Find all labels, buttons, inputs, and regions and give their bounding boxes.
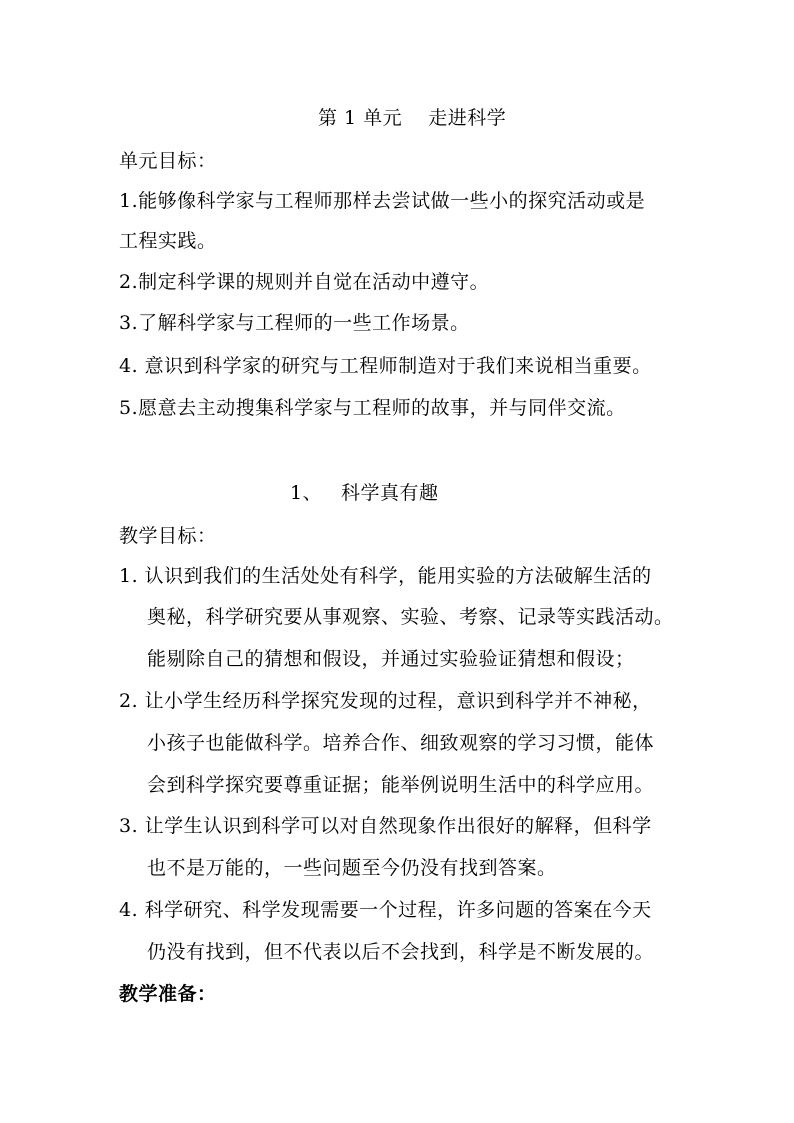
lesson-title: 科学真有趣 xyxy=(341,482,439,504)
unit-objective-1-line-2: 工程实践。 xyxy=(119,230,217,252)
unit-objective-5: 5.愿意去主动搜集科学家与工程师的故事，并与同伴交流。 xyxy=(119,397,626,419)
lesson-goal-4-line-2: 仍没有找到，但不代表以后不会找到，科学是不断发展的。 xyxy=(147,941,655,963)
lesson-goal-1-line-2: 奥秘，科学研究要从事观察、实验、考察、记录等实践活动。 xyxy=(147,606,674,628)
unit-objective-1-line-1: 1.能够像科学家与工程师那样去尝试做一些小的探究活动或是 xyxy=(119,190,646,212)
lesson-goal-1-line-1: 1. 认识到我们的生活处处有科学，能用实验的方法破解生活的 xyxy=(119,565,652,587)
lesson-goal-1-line-3: 能剔除自己的猜想和假设，并通过实验验证猜想和假设； xyxy=(147,648,635,670)
lesson-preparation-heading: 教学准备： xyxy=(119,983,217,1005)
unit-objective-4: 4. 意识到科学家的研究与工程师制造对于我们来说相当重要。 xyxy=(119,355,652,377)
lesson-goal-2-line-2: 小孩子也能做科学。培养合作、细致观察的学习习惯，能体 xyxy=(147,732,655,754)
lesson-number: 1、 xyxy=(290,482,323,504)
lesson-goal-3-line-2: 也不是万能的，一些问题至今仍没有找到答案。 xyxy=(147,857,557,879)
lesson-goal-4-line-1: 4. 科学研究、科学发现需要一个过程，许多问题的答案在今天 xyxy=(119,899,652,921)
unit-objective-2: 2.制定科学课的规则并自觉在活动中遵守。 xyxy=(119,271,490,293)
lesson-goal-2-line-1: 2. 让小学生经历科学探究发现的过程，意识到科学并不神秘， xyxy=(119,690,652,712)
lesson-goals-heading: 教学目标： xyxy=(119,525,217,547)
lesson-goal-2-line-3: 会到科学探究要尊重证据；能举例说明生活中的科学应用。 xyxy=(147,774,655,796)
lesson-goal-3-line-1: 3. 让学生认识到科学可以对自然现象作出很好的解释，但科学 xyxy=(119,815,652,837)
unit-objectives-heading: 单元目标： xyxy=(119,150,217,172)
unit-objective-3: 3.了解科学家与工程师的一些工作场景。 xyxy=(119,312,470,334)
unit-title: 第 1 单元 走进科学 xyxy=(318,107,507,129)
